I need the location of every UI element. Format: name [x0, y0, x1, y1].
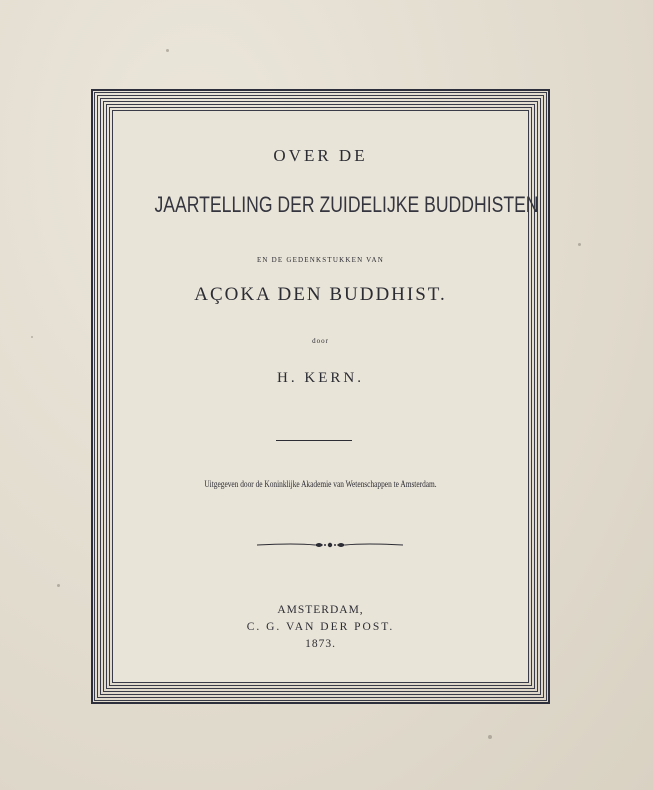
paper-speck [166, 49, 169, 52]
publisher-name: C. G. VAN DER POST. [246, 621, 395, 633]
by-label: door [312, 337, 329, 345]
publication-place: AMSTERDAM, [277, 604, 364, 616]
title-prefix: OVER DE [273, 146, 368, 165]
divider-rule [276, 440, 352, 441]
main-title: JAARTELLING DER ZUIDELIJKE BUDDHISTEN [154, 192, 539, 217]
author-name: H. KERN. [277, 370, 364, 386]
publication-note: Uitgegeven door de Koninklijke Akademie van Wetenschappen te Amsterdam. [204, 479, 437, 489]
ornament-icon [255, 538, 405, 552]
paper-speck [578, 243, 581, 246]
paper-speck [57, 584, 60, 587]
publication-year: 1873. [305, 638, 336, 650]
paper-speck [488, 735, 492, 739]
paper-speck [31, 336, 33, 338]
subject-title: AÇOKA DEN BUDDHIST. [194, 284, 447, 305]
subtitle: EN DE GEDENKSTUKKEN VAN [256, 256, 385, 264]
